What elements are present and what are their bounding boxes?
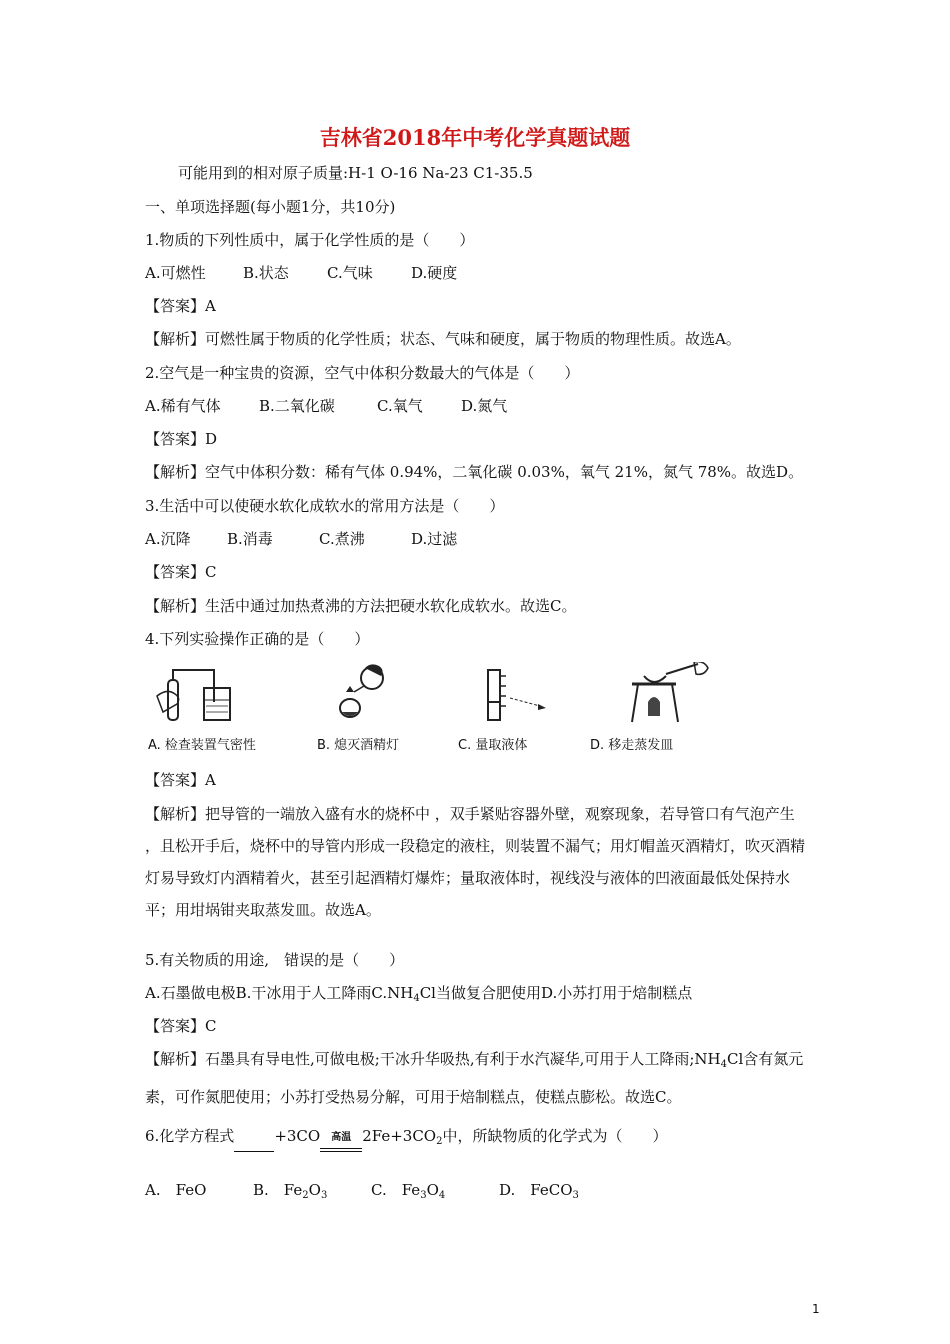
- figure-measuring-cylinder: [480, 662, 560, 728]
- q3-analysis: 【解析】生活中通过加热煮沸的方法把硬水软化成软水。故选C。: [145, 597, 577, 615]
- q6-options: [145, 1180, 579, 1206]
- figure-label-d: D. 移走蒸发皿: [590, 738, 674, 753]
- figure-label-b: B. 熄灭酒精灯: [317, 738, 400, 753]
- q4-stem: 4.下列实验操作正确的是（ ）: [145, 630, 370, 648]
- q3-option-d: D.过滤: [411, 530, 458, 548]
- q1-stem: 1.物质的下列性质中，属于化学性质的是（ ）: [145, 231, 475, 249]
- q3-option-b: B.消毒: [227, 530, 273, 548]
- q3-stem: 3.生活中可以使硬水软化成软水的常用方法是（ ）: [145, 497, 505, 515]
- q6-stem: 6.化学方程式 +3CO 高温 $2Fe+3CO_2$中，所缺物质的化学式为（ ）: [145, 1126, 668, 1152]
- q5-analysis: 【解析】石墨具有导电性,可做电极;干冰升华吸热,有利于水汽凝华,可用于人工降雨$;NH_4Cl$含有氮元素，可作氮肥使用；小苏打受热易分解，可用于焙制糕点，使糕点膨松。故选C。: [145, 1050, 804, 1106]
- q6-option-b: B. $Fe_2O_3$: [253, 1181, 328, 1201]
- q6-option-d: D. FeCO$_3$: [499, 1181, 579, 1201]
- q1-option-c: C.气味: [327, 264, 373, 282]
- q2-option-b: B.二氧化碳: [259, 397, 335, 415]
- q1-answer: 【答案】A: [145, 297, 216, 315]
- q4-answer: 【答案】A: [145, 771, 216, 789]
- figure-label-a: A. 检查装置气密性: [148, 738, 256, 753]
- q5-stem: 5.有关物质的用途, 错误的是（ ）: [145, 951, 405, 969]
- q3-option-a: A.沉降: [145, 530, 191, 548]
- figure-label-c: C. 量取液体: [458, 738, 528, 753]
- figure-airtightness-check: [152, 662, 262, 728]
- q6-option-a: A. FeO: [145, 1181, 207, 1199]
- q1-analysis: 【解析】可燃性属于物质的化学性质；状态、气味和硬度，属于物质的物理性质。故选A。: [145, 330, 741, 348]
- q3-option-c: C.煮沸: [319, 530, 365, 548]
- q3-options: [145, 529, 457, 549]
- q5-answer: 【答案】C: [145, 1017, 217, 1035]
- q1-option-d: D.硬度: [411, 264, 458, 282]
- answer-blank: [234, 1137, 274, 1152]
- q4-figures: [140, 662, 720, 757]
- q2-option-a: A.稀有气体: [145, 397, 221, 415]
- q4-analysis: 【解析】把导管的一端放入盛有水的烧杯中 ，双手紧贴容器外壁，观察现象，若导管口有气泡产生 ，且松开手后，烧杯中的导管内形成一段稳定的液柱，则装置不漏气；用灯帽盖灭酒精灯，吹灭酒精灯易导致灯内酒精着火，甚至引起酒精灯爆炸；量取液体时，视线没与液体的凹液面最低处保持水平；用坩埚钳夹取蒸发皿。故选A。: [145, 805, 806, 919]
- reaction-condition: 高温: [320, 1138, 362, 1152]
- q2-options: [145, 396, 507, 416]
- q2-option-d: D.氮气: [461, 397, 508, 415]
- q2-answer: 【答案】D: [145, 430, 218, 448]
- q2-option-c: C.氧气: [377, 397, 423, 415]
- q1-option-a: A.可燃性: [145, 264, 206, 282]
- q6-option-c: C. $Fe_3O_4$: [371, 1181, 446, 1201]
- page-number: 1: [812, 1302, 820, 1316]
- section-heading: 一、单项选择题(每小题1分，共10分): [145, 198, 396, 216]
- page-title: 吉林省2018年中考化学真题试题: [319, 125, 631, 150]
- figure-alcohol-lamp: [332, 662, 402, 728]
- q2-analysis: 【解析】空气中体积分数：稀有气体 0.94%，二氧化碳 0.03%，氧气 21%，氮气 78%。故选D。: [145, 463, 804, 481]
- atomic-mass-note: 可能用到的相对原子质量:H-1 O-16 Na-23 C1-35.5: [178, 164, 533, 182]
- figure-evaporating-dish: [628, 662, 728, 728]
- q2-stem: 2.空气是一种宝贵的资源，空气中体积分数最大的气体是（ ）: [145, 364, 580, 382]
- q3-answer: 【答案】C: [145, 563, 217, 581]
- q5-options: A.石墨做电极B.干冰用于人工降雨$C.NH_4Cl$当做复合肥使用D.小苏打用于焙制糕点: [145, 984, 693, 1004]
- q1-option-b: B.状态: [243, 264, 289, 282]
- q1-options: [145, 263, 457, 283]
